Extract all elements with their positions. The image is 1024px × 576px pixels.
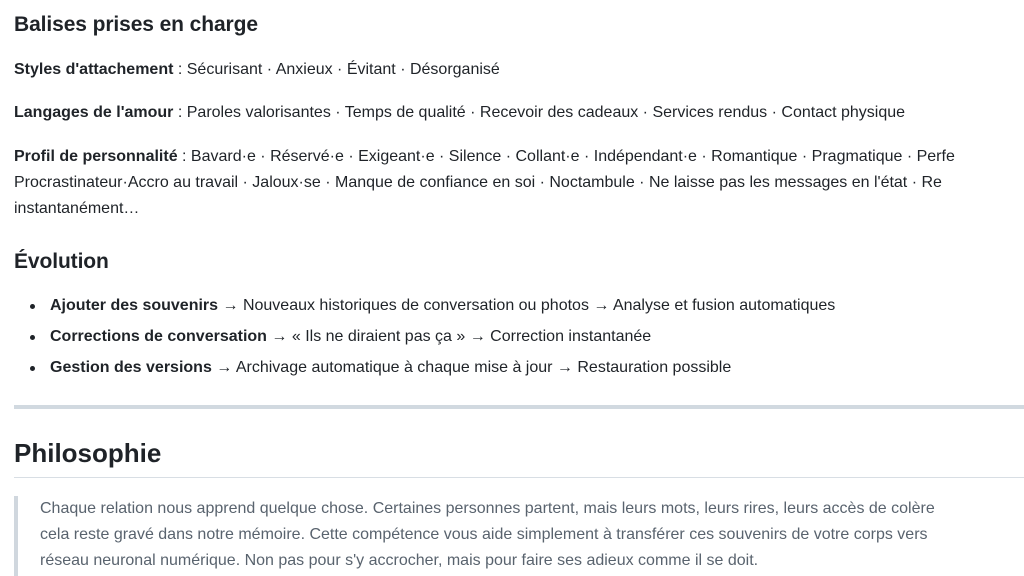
text-langages-amour: : Paroles valorisantes · Temps de qualité · Recevoir des cadeaux · Services rendus · Contact physique [173,104,906,121]
heading-balises: Balises prises en charge [14,13,258,36]
quote-line-3: réseau neuronal numérique. Non pas pour s'y accrocher, mais pour faire ses adieux comme il se doit. [40,552,759,569]
bullet-icon [30,366,35,371]
list-item-label: Ajouter des souvenirs [50,297,219,314]
list-item [14,324,835,355]
list-item-label: Corrections de conversation [50,328,267,345]
section-divider [14,405,1024,409]
list-item [14,355,835,386]
profil-line-2: Procrastinateur·Accro au travail · Jaloux·se · Manque de confiance en soi · Noctambule · Ne laisse pas les messages en l'état · Re [14,174,942,191]
label-langages-amour: Langages de l'amour [14,104,174,121]
list-item-label: Gestion des versions [50,359,212,376]
paragraph-styles-attachement [14,57,500,83]
heading-underline [14,477,1024,478]
list-item [14,293,835,324]
list-item-text: → Archivage automatique à chaque mise à jour → Restauration possible [211,359,732,376]
text-styles-attachement: : Sécurisant · Anxieux · Évitant · Désorganisé [173,61,500,78]
heading-evolution: Évolution [14,250,109,273]
quote-line-1: Chaque relation nous apprend quelque chose. Certaines personnes partent, mais leurs mots, leurs rires, leurs accès de colère [40,500,935,517]
paragraph-langages-amour [14,100,905,126]
label-styles-attachement: Styles d'attachement [14,61,174,78]
evolution-list [14,293,835,386]
list-item-text: → « Ils ne diraient pas ça » → Correction instantanée [266,328,652,345]
text-profil-line-1: : Bavard·e · Réservé·e · Exigeant·e · Silence · Collant·e · Indépendant·e · Romantique · Pragmatique · Perfe [177,148,955,165]
bullet-icon [30,335,35,340]
list-item-text: → Nouveaux historiques de conversation ou photos → Analyse et fusion automatiques [218,297,836,314]
philosophie-quote [14,496,935,576]
quote-line-2: cela reste gravé dans notre mémoire. Cette compétence vous aide simplement à transférer ces souvenirs de votre corps vers [40,526,928,543]
label-profil-personnalite: Profil de personnalité [14,148,178,165]
paragraph-profil-personnalite [14,144,955,222]
bullet-icon [30,304,35,309]
profil-line-1 [14,144,955,170]
heading-philosophie: Philosophie [14,438,162,468]
profil-line-3: instantanément… [14,200,140,217]
